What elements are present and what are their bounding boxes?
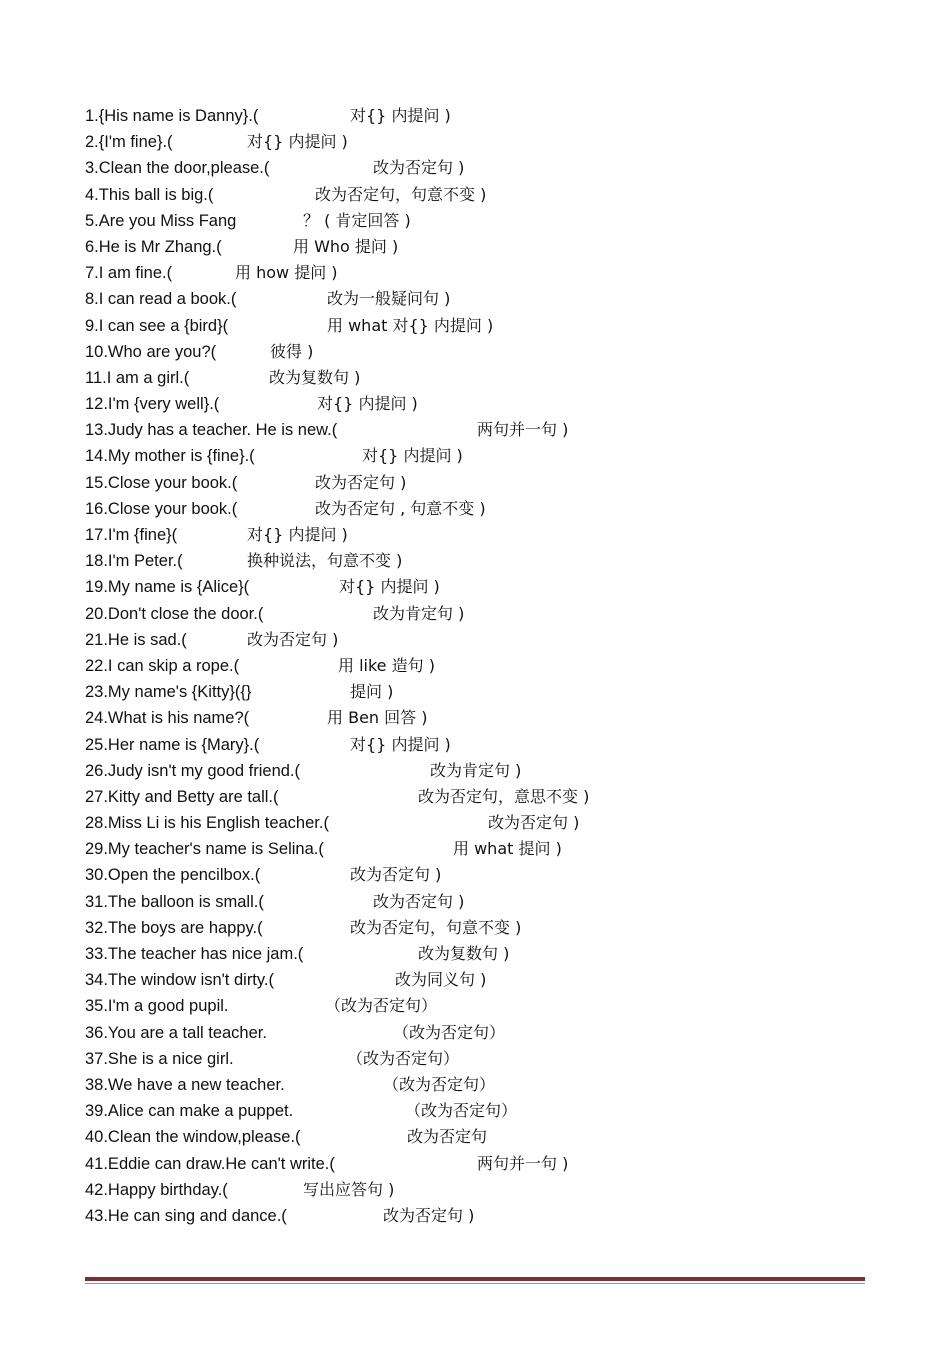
exercise-item xyxy=(85,182,865,208)
exercise-instruction: 改为否定句 ) xyxy=(315,472,407,492)
exercise-instruction: （改为否定句） xyxy=(405,1101,518,1121)
exercise-instruction: 两句并一句 ) xyxy=(477,420,569,440)
exercise-item xyxy=(85,889,865,915)
exercise-list xyxy=(85,103,865,1229)
exercise-item xyxy=(85,862,865,888)
exercise-instruction: 对{} 内提问 ) xyxy=(247,132,348,152)
exercise-item xyxy=(85,1177,865,1203)
exercise-instruction: 用 like 造句 ) xyxy=(338,655,435,675)
exercise-item xyxy=(85,496,865,522)
exercise-instruction: 改为否定句 ) xyxy=(247,629,339,649)
exercise-item xyxy=(85,313,865,339)
exercise-sentence: 13.Judy has a teacher. He is new.( xyxy=(85,421,338,440)
exercise-sentence: 24.What is his name?( xyxy=(85,709,250,728)
exercise-sentence: 34.The window isn't dirty.( xyxy=(85,971,275,990)
exercise-instruction: 用 what 提问 ) xyxy=(453,839,562,859)
exercise-sentence: 41.Eddie can draw.He can't write.( xyxy=(85,1154,335,1173)
exercise-item xyxy=(85,810,865,836)
exercise-sentence: 27.Kitty and Betty are tall.( xyxy=(85,787,279,806)
exercise-instruction: 改为否定句 ) xyxy=(350,865,442,885)
exercise-sentence: 23.My name's {Kitty}({} xyxy=(85,683,252,702)
exercise-item xyxy=(85,1124,865,1150)
exercise-item xyxy=(85,1046,865,1072)
exercise-sentence: 32.The boys are happy.( xyxy=(85,918,263,937)
exercise-item xyxy=(85,915,865,941)
exercise-instruction: 写出应答句 ) xyxy=(303,1179,395,1199)
exercise-instruction: 改为肯定句 ) xyxy=(430,760,522,780)
exercise-instruction: 用 how 提问 ) xyxy=(235,263,338,283)
footer-divider xyxy=(85,1277,865,1281)
exercise-item xyxy=(85,208,865,234)
exercise-item xyxy=(85,941,865,967)
exercise-instruction: 换种说法，句意不变 ) xyxy=(247,551,403,571)
exercise-instruction: 改为否定句，句意不变 ) xyxy=(350,917,522,937)
exercise-sentence: 17.I'm {fine}( xyxy=(85,526,178,544)
exercise-item xyxy=(85,993,865,1019)
footer-divider-thin xyxy=(85,1283,865,1284)
exercise-sentence: 26.Judy isn't my good friend.( xyxy=(85,761,301,780)
exercise-sentence: 38.We have a new teacher. xyxy=(85,1075,285,1094)
exercise-sentence: 15.Close your book.( xyxy=(85,473,238,492)
exercise-instruction: 对{} 内提问 ) xyxy=(317,394,418,414)
exercise-sentence: 36.You are a tall teacher. xyxy=(85,1023,267,1042)
exercise-item xyxy=(85,1203,865,1229)
exercise-item xyxy=(85,103,865,129)
exercise-item xyxy=(85,653,865,679)
exercise-sentence: 9.I can see a {bird}( xyxy=(85,316,229,335)
exercise-sentence: 5.Are you Miss Fang xyxy=(85,211,237,230)
exercise-item xyxy=(85,548,865,574)
exercise-sentence: 30.Open the pencilbox.( xyxy=(85,866,261,885)
exercise-item xyxy=(85,1072,865,1098)
exercise-sentence: 3.Clean the door,please.( xyxy=(85,159,270,178)
exercise-item xyxy=(85,679,865,705)
exercise-item xyxy=(85,627,865,653)
exercise-item xyxy=(85,784,865,810)
exercise-instruction: 用 Who 提问 ) xyxy=(293,236,399,256)
exercise-item xyxy=(85,129,865,155)
exercise-instruction: 提问 ) xyxy=(350,682,394,702)
exercise-sentence: 28.Miss Li is his English teacher.( xyxy=(85,814,329,833)
exercise-item xyxy=(85,836,865,862)
exercise-sentence: 6.He is Mr Zhang.( xyxy=(85,237,222,256)
exercise-sentence: 25.Her name is {Mary}.( xyxy=(85,735,260,754)
exercise-instruction: 改为一般疑问句 ) xyxy=(327,289,451,309)
exercise-sentence: 11.I am a girl.( xyxy=(85,368,190,387)
exercise-sentence: 35.I'm a good pupil. xyxy=(85,997,229,1016)
exercise-sentence: 33.The teacher has nice jam.( xyxy=(85,945,304,963)
exercise-item xyxy=(85,339,865,365)
exercise-sentence: 8.I can read a book.( xyxy=(85,290,237,309)
exercise-instruction: 用 what 对{} 内提问 ) xyxy=(327,315,494,335)
exercise-item xyxy=(85,601,865,627)
exercise-item xyxy=(85,260,865,286)
exercise-instruction: 两句并一句 ) xyxy=(477,1153,569,1173)
exercise-sentence: 19.My name is {Alice}( xyxy=(85,578,250,597)
exercise-sentence: 4.This ball is big.( xyxy=(85,185,214,204)
exercise-sentence: 42.Happy birthday.( xyxy=(85,1180,228,1199)
exercise-sentence: 20.Don't close the door.( xyxy=(85,604,264,623)
exercise-sentence: 7.I am fine.( xyxy=(85,264,173,283)
exercise-item xyxy=(85,1098,865,1124)
exercise-instruction: 改为否定句 ) xyxy=(488,813,580,833)
exercise-instruction: 对{} 内提问 ) xyxy=(350,734,451,754)
exercise-sentence: 1.{His name is Danny}.( xyxy=(85,107,259,125)
exercise-sentence: 21.He is sad.( xyxy=(85,630,187,649)
exercise-instruction: 改为复数句 ) xyxy=(418,944,510,963)
exercise-item xyxy=(85,286,865,312)
exercise-sentence: 12.I'm {very well}.( xyxy=(85,395,220,414)
exercise-instruction: （改为否定句） xyxy=(325,996,438,1016)
exercise-instruction: 对{} 内提问 ) xyxy=(339,577,440,597)
exercise-instruction: （改为否定句） xyxy=(393,1022,506,1042)
exercise-sentence: 29.My teacher's name is Selina.( xyxy=(85,840,324,859)
exercise-instruction: 改为肯定句 ) xyxy=(373,603,465,623)
exercise-item xyxy=(85,391,865,417)
exercise-instruction: 改为否定句 , 句意不变 ) xyxy=(315,498,486,518)
exercise-instruction: 改为否定句 ) xyxy=(373,891,465,911)
exercise-item xyxy=(85,417,865,443)
exercise-sentence: 39.Alice can make a puppet. xyxy=(85,1102,294,1121)
exercise-sentence: 18.I'm Peter.( xyxy=(85,552,183,571)
exercise-sentence: 31.The balloon is small.( xyxy=(85,892,264,911)
exercise-item xyxy=(85,522,865,548)
exercise-instruction: 改为否定句，句意不变 ) xyxy=(315,184,487,204)
exercise-sentence: 40.Clean the window,please.( xyxy=(85,1128,301,1147)
exercise-item xyxy=(85,758,865,784)
exercise-item xyxy=(85,1020,865,1046)
exercise-item xyxy=(85,732,865,758)
exercise-item xyxy=(85,443,865,469)
exercise-item xyxy=(85,470,865,496)
exercise-item xyxy=(85,967,865,993)
exercise-sentence: 22.I can skip a rope.( xyxy=(85,656,240,675)
exercise-item xyxy=(85,155,865,181)
exercise-instruction: 改为否定句，意思不变 ) xyxy=(418,786,590,806)
exercise-instruction: 对{} 内提问 ) xyxy=(247,525,348,544)
exercise-sentence: 37.She is a nice girl. xyxy=(85,1049,234,1068)
exercise-instruction: （改为否定句） xyxy=(347,1048,460,1068)
exercise-instruction: （改为否定句） xyxy=(383,1074,496,1094)
exercise-sentence: 10.Who are you?( xyxy=(85,342,217,361)
exercise-sentence: 16.Close your book.( xyxy=(85,499,238,518)
exercise-item xyxy=(85,234,865,260)
exercise-instruction: 用 Ben 回答 ) xyxy=(327,708,428,728)
exercise-instruction: 改为复数句 ) xyxy=(269,367,361,387)
exercise-instruction: 改为否定句 ) xyxy=(373,158,465,178)
exercise-item xyxy=(85,1151,865,1177)
exercise-item xyxy=(85,705,865,731)
exercise-instruction: 改为同义句 ) xyxy=(395,970,487,990)
exercise-sentence: 14.My mother is {fine}.( xyxy=(85,447,255,466)
exercise-sentence: 43.He can sing and dance.( xyxy=(85,1206,287,1225)
exercise-instruction: 对{} 内提问 ) xyxy=(362,446,463,466)
exercise-instruction: 彼得 ) xyxy=(270,341,314,361)
exercise-instruction: ？ ( 肯定回答 ) xyxy=(303,210,411,230)
exercise-item xyxy=(85,574,865,600)
exercise-instruction: 改为否定句 xyxy=(407,1127,488,1147)
exercise-instruction: 改为否定句 ) xyxy=(383,1205,475,1225)
exercise-sentence: 2.{I'm fine}.( xyxy=(85,133,173,152)
exercise-instruction: 对{} 内提问 ) xyxy=(350,106,451,125)
exercise-item xyxy=(85,365,865,391)
